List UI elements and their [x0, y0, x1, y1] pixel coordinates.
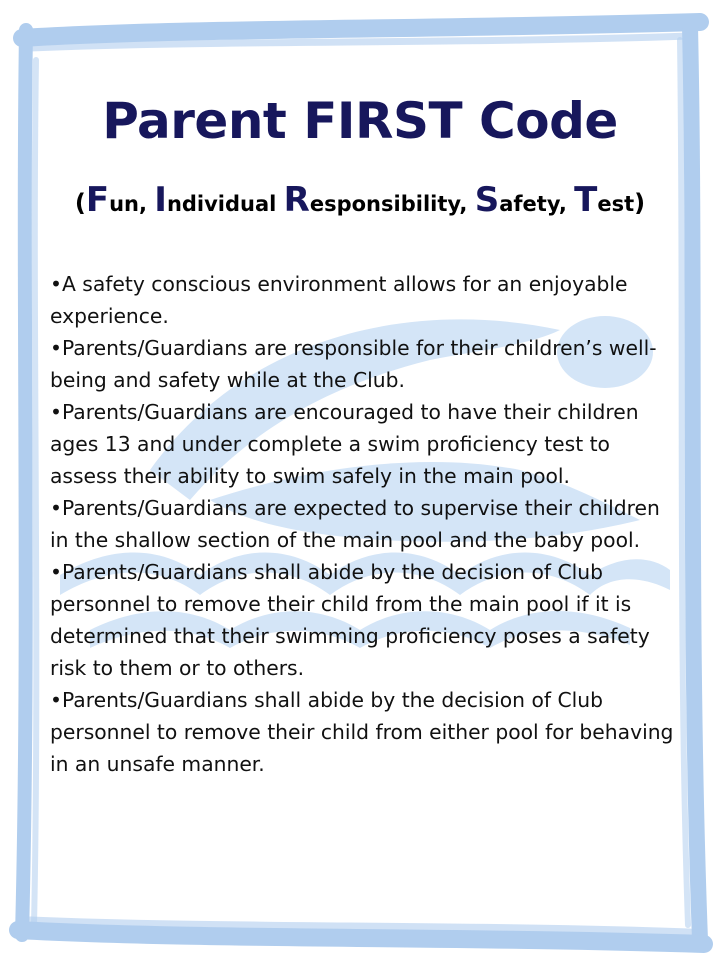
subtitle-rest-r: esponsibility, — [309, 192, 475, 216]
subtitle-cap-r: R — [283, 180, 310, 220]
page-subtitle — [0, 180, 720, 220]
bullet-item-responsible: •Parents/Guardians are responsible for their children’s well-being and safety while at the Club. — [50, 336, 657, 392]
subtitle-cap-s: S — [474, 180, 500, 220]
subtitle-close-paren: ) — [634, 189, 646, 217]
subtitle-cap-i: I — [154, 180, 167, 220]
subtitle-cap-f: F — [85, 180, 110, 220]
subtitle-open-paren: ( — [74, 189, 86, 217]
bullet-item-safety-environment: •A safety conscious environment allows for an enjoyable experience. — [50, 272, 628, 328]
subtitle-rest-i: ndividual — [166, 192, 284, 216]
subtitle-rest-s: afety, — [499, 192, 575, 216]
subtitle-cap-t: T — [574, 180, 598, 220]
bullet-item-remove-main-pool: •Parents/Guardians shall abide by the decision of Club personnel to remove their child from the main pool if it is determined that their swimming proficiency poses a safety risk to them or to others. — [50, 560, 650, 680]
page-title: Parent FIRST Code — [102, 92, 618, 150]
subtitle-rest-t: est — [597, 192, 635, 216]
subtitle-rest-f: un, — [109, 192, 155, 216]
bullet-item-proficiency-test: •Parents/Guardians are encouraged to have their children ages 13 and under complete a swim proficiency test to assess their ability to swim safely in the main pool. — [50, 400, 639, 488]
code-bullet-list — [50, 268, 680, 780]
bullet-item-supervise: •Parents/Guardians are expected to supervise their children in the shallow section of the main pool and the baby pool. — [50, 496, 660, 552]
bullet-item-remove-either-pool: •Parents/Guardians shall abide by the decision of Club personnel to remove their child from either pool for behaving in an unsafe manner. — [50, 688, 674, 776]
